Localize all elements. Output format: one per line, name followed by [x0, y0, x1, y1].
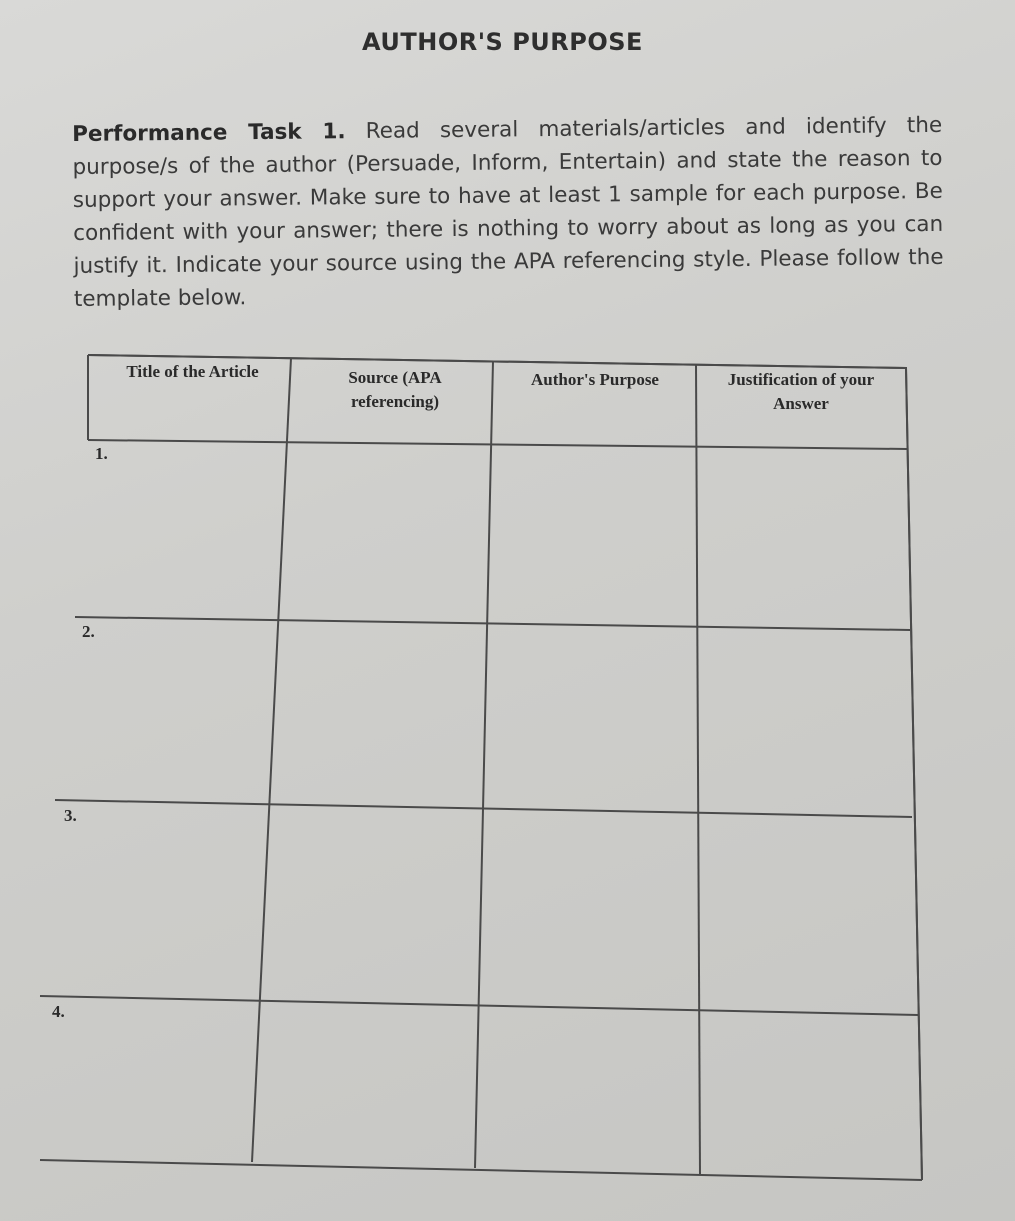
- page-title: AUTHOR'S PURPOSE: [362, 28, 643, 56]
- task-label: Performance Task 1.: [72, 119, 346, 147]
- answer-cell-r1-source[interactable]: [300, 450, 480, 610]
- header-source: Source (APA referencing): [348, 368, 442, 411]
- answer-cell-r1-title[interactable]: [110, 470, 280, 610]
- instructions-text: Read several materials/articles and identify the purpose/s of the author (Persuade, Inform, Entertain) and state the reason to support your answer. Make sure to have at least 1 sample for each purpose. Be confident with your answer; there is nothing to worry about as long as you can justify it. Indicate your source using the APA referencing style. Please follow the template below.: [72, 112, 944, 312]
- row-number-4: 4.: [52, 1002, 65, 1021]
- row-number-3: 3.: [64, 806, 77, 825]
- header-authors-purpose: Author's Purpose: [531, 370, 659, 389]
- answer-cell-r1-justification[interactable]: [705, 455, 900, 620]
- header-justification: Justification of your Answer: [727, 370, 875, 413]
- row-number-2: 2.: [82, 622, 95, 641]
- answer-cell-r1-purpose[interactable]: [500, 452, 685, 617]
- header-title-of-article: Title of the Article: [126, 362, 259, 381]
- row-number-1: 1.: [95, 444, 108, 463]
